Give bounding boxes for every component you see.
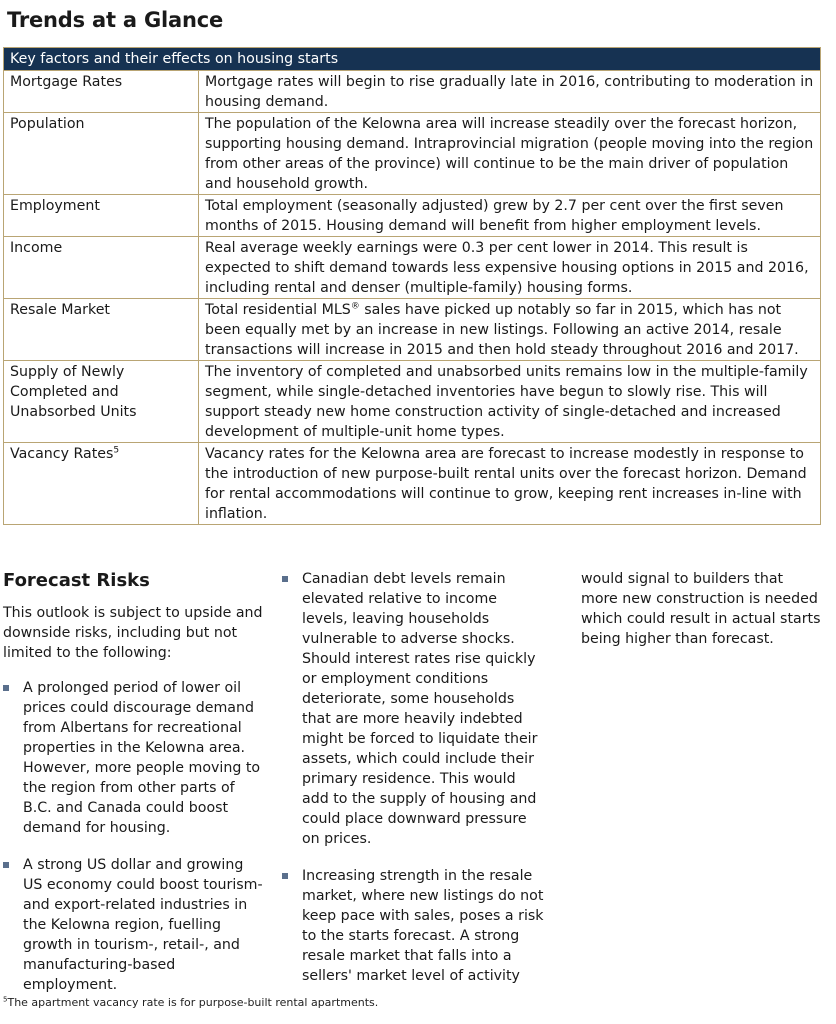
factor-cell: Employment — [4, 195, 199, 237]
table-row — [4, 443, 821, 525]
factor-cell — [4, 443, 199, 525]
table-header: Key factors and their effects on housing starts — [4, 48, 821, 71]
list-item — [3, 678, 265, 838]
effect-cell — [199, 299, 821, 361]
list-item-text: A strong US dollar and growing US economy could boost tourism- and export-related industries in the Kelowna region, fuelling growth in tourism-, retail-, and manufacturing-based employment. — [23, 857, 263, 993]
bullet-icon — [3, 862, 9, 868]
section-heading: Forecast Risks — [3, 570, 150, 591]
list-item-text: Canadian debt levels remain elevated relative to income levels, leaving households vulnerable to adverse shocks. Should interest rates rise quickly or employment conditions deteriorate, some households that are more heavily indebted might be forced to liquidate their assets, which could include their primary residence. This would add to the supply of housing and could place downward pressure on prices. — [302, 571, 538, 847]
registered-mark: ® — [350, 301, 360, 312]
table-row — [4, 113, 821, 195]
effect-cell: Vacancy rates for the Kelowna area are forecast to increase modestly in response to the introduction of new purpose-built rental units over the forecast horizon. Demand for rental accommodations will continue to grow, keeping rent increases in-line with inflation. — [199, 443, 821, 525]
factor-cell: Income — [4, 237, 199, 299]
list-item — [3, 855, 265, 995]
bullet-icon — [282, 576, 288, 582]
bullet-icon — [3, 685, 9, 691]
table-row — [4, 237, 821, 299]
table-row — [4, 299, 821, 361]
factor-cell: Population — [4, 113, 199, 195]
page-title: Trends at a Glance — [7, 8, 224, 32]
factor-cell: Supply of Newly Completed and Unabsorbed Units — [4, 361, 199, 443]
list-item-text: Increasing strength in the resale market, where new listings do not keep pace with sales, poses a risk to the starts forecast. A strong resale market that falls into a sellers' market level of activity — [302, 868, 544, 984]
list-item — [282, 569, 546, 849]
effect-cell: The inventory of completed and unabsorbed units remains low in the multiple-family segment, while single-detached inventories have begun to slowly rise. This will support steady new home construction activity of single-detached and increased development of multiple-unit home types. — [199, 361, 821, 443]
footnote-marker: 5 — [3, 995, 8, 1004]
footnote-marker: 5 — [113, 445, 120, 456]
list-item-text: A prolonged period of lower oil prices could discourage demand from Albertans for recreational properties in the Kelowna area. However, more people moving to the region from other parts of B.C. and Canada could boost demand for housing. — [23, 680, 261, 836]
risk-list — [3, 678, 265, 1012]
risk-list — [282, 569, 546, 1003]
factor-cell: Resale Market — [4, 299, 199, 361]
table-row — [4, 195, 821, 237]
footnote — [3, 996, 378, 1009]
effect-cell: Total employment (seasonally adjusted) grew by 2.7 per cent over the first seven months of 2015. Housing demand will benefit from higher employment levels. — [199, 195, 821, 237]
table-row — [4, 361, 821, 443]
effect-cell: Mortgage rates will begin to rise gradually late in 2016, contributing to moderation in housing demand. — [199, 71, 821, 113]
list-item — [282, 866, 546, 986]
bullet-icon — [282, 873, 288, 879]
effect-text: Total residential MLS — [205, 302, 351, 318]
factor-text: Vacancy Rates — [10, 446, 114, 462]
risk-continuation: would signal to builders that more new construction is needed which could result in actual starts being higher than forecast. — [581, 571, 821, 647]
effect-cell: Real average weekly earnings were 0.3 per cent lower in 2014. This result is expected to shift demand towards less expensive housing options in 2015 and 2016, including rental and denser (multiple-family) housing forms. — [199, 237, 821, 299]
footnote-text: The apartment vacancy rate is for purpose-built rental apartments. — [7, 996, 379, 1009]
effect-cell: The population of the Kelowna area will increase steadily over the forecast horizon, supporting housing demand. Intraprovincial migration (people moving into the region from other areas of the province) will continue to be the main driver of population and household growth. — [199, 113, 821, 195]
risks-intro: This outlook is subject to upside and downside risks, including but not limited to the following: — [3, 605, 263, 661]
factor-cell: Mortgage Rates — [4, 71, 199, 113]
trends-table — [3, 47, 821, 525]
table-row — [4, 71, 821, 113]
effect-text: sales have picked up notably so far in 2015, which has not been equally met by an increase in new listings. Following an active 2014, resale transactions will increase in 2015 and then hold steady throughout 2016 and 2017. — [205, 302, 799, 358]
